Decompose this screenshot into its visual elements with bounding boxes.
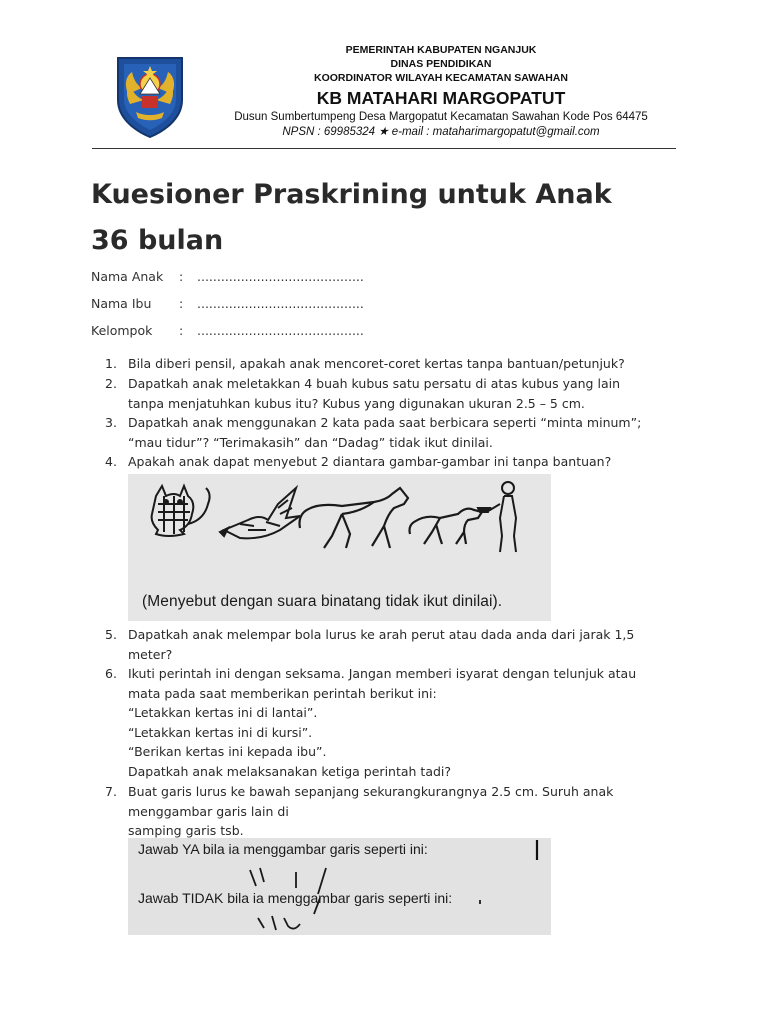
field-separator: : — [179, 269, 184, 284]
question-line: menggambar garis lain di — [128, 803, 289, 819]
question-line: mata pada saat memberikan perintah berikut ini: — [128, 685, 437, 701]
lines-yes-text: Jawab YA bila ia menggambar garis seperti ini: — [138, 841, 428, 857]
question-2 — [105, 374, 675, 413]
dog-icon — [410, 509, 483, 544]
bird-icon — [220, 488, 300, 538]
question-line: Ikuti perintah ini dengan seksama. Jangan memberi isyarat dengan telunjuk atau — [128, 666, 637, 681]
question-line: “Letakkan kertas ini di lantai”. — [128, 705, 318, 721]
question-line: tanpa menjatuhkan kubus itu? Kubus yang digunakan ukuran 2.5 – 5 cm. — [128, 395, 585, 411]
question-line: “Letakkan kertas ini di kursi”. — [128, 724, 313, 740]
question-4 — [105, 452, 675, 472]
question-number: 7. — [105, 784, 117, 799]
question-1 — [105, 354, 675, 374]
page-title — [91, 172, 711, 264]
question-number: 1. — [105, 356, 117, 371]
question-number: 6. — [105, 666, 117, 681]
letterhead-text — [192, 43, 690, 140]
field-blank[interactable]: .......................................... — [197, 323, 364, 338]
question-line: meter? — [128, 646, 173, 662]
question-line: Apakah anak dapat menyebut 2 diantara gambar-gambar ini tanpa bantuan? — [128, 454, 612, 469]
regency-emblem-icon — [112, 54, 188, 138]
department-name: DINAS PENDIDIKAN — [390, 58, 492, 70]
cat-icon — [152, 486, 210, 536]
field-label: Nama Ibu — [91, 296, 152, 311]
field-blank[interactable]: .......................................... — [197, 269, 364, 284]
question-line: Buat garis lurus ke bawah sepanjang sekurangkurangnya 2.5 cm. Suruh anak — [128, 784, 614, 799]
question-line: “Berikan kertas ini kepada ibu”. — [128, 744, 327, 760]
field-blank[interactable]: .......................................... — [197, 296, 364, 311]
animals-caption: (Menyebut dengan suara binatang tidak ikut dinilai). — [142, 593, 503, 610]
scribbled-lines-icon — [250, 868, 480, 930]
horse-icon — [300, 488, 409, 548]
header-divider — [92, 148, 676, 149]
question-6 — [105, 664, 675, 782]
question-line: Dapatkah anak meletakkan 4 buah kubus satu persatu di atas kubus yang lain — [128, 376, 620, 391]
man-icon — [478, 482, 516, 552]
question-number: 2. — [105, 376, 117, 391]
field-label: Nama Anak — [91, 269, 164, 284]
field-mother-name[interactable] — [91, 294, 364, 321]
field-group[interactable] — [91, 321, 364, 348]
coordinator-name: KOORDINATOR WILAYAH KECAMATAN SAWAHAN — [314, 72, 568, 84]
question-line: Bila diberi pensil, apakah anak mencoret-coret kertas tanpa bantuan/petunjuk? — [128, 356, 625, 371]
question-line: Dapatkah anak melaksanakan ketiga perintah tadi? — [128, 763, 452, 779]
letterhead — [92, 40, 676, 150]
school-contact: NPSN : 69985324 ★ e-mail : mataharimargopatut@gmail.com — [282, 126, 600, 138]
question-number: 4. — [105, 454, 117, 469]
field-separator: : — [179, 296, 184, 311]
question-number: 5. — [105, 627, 117, 642]
lines-figure — [128, 838, 551, 935]
title-line-1: Kuesioner Praskrining untuk Anak — [91, 179, 612, 210]
question-line: “mau tidur”? “Terimakasih” dan “Dadag” tidak ikut dinilai. — [128, 434, 493, 450]
field-child-name[interactable] — [91, 267, 364, 294]
school-address: Dusun Sumbertumpeng Desa Margopatut Kecamatan Sawahan Kode Pos 64475 — [234, 111, 648, 123]
government-name: PEMERINTAH KABUPATEN NGANJUK — [345, 44, 537, 56]
lines-no-text: Jawab TIDAK bila ia menggambar garis seperti ini: — [138, 890, 453, 906]
title-line-2: 36 bulan — [91, 225, 224, 256]
question-line: Dapatkah anak melempar bola lurus ke arah perut atau dada anda dari jarak 1,5 — [128, 627, 635, 642]
identity-fields — [91, 267, 364, 348]
school-name: KB MATAHARI MARGOPATUT — [316, 88, 566, 108]
question-5 — [105, 625, 675, 664]
question-3 — [105, 413, 675, 452]
question-number: 3. — [105, 415, 117, 430]
animals-figure — [128, 474, 551, 621]
field-label: Kelompok — [91, 323, 153, 338]
question-line: Dapatkah anak menggunakan 2 kata pada saat berbicara seperti “minta minum”; — [128, 415, 642, 430]
question-line: samping garis tsb. — [128, 823, 244, 839]
question-7 — [105, 782, 675, 841]
field-separator: : — [179, 323, 184, 338]
